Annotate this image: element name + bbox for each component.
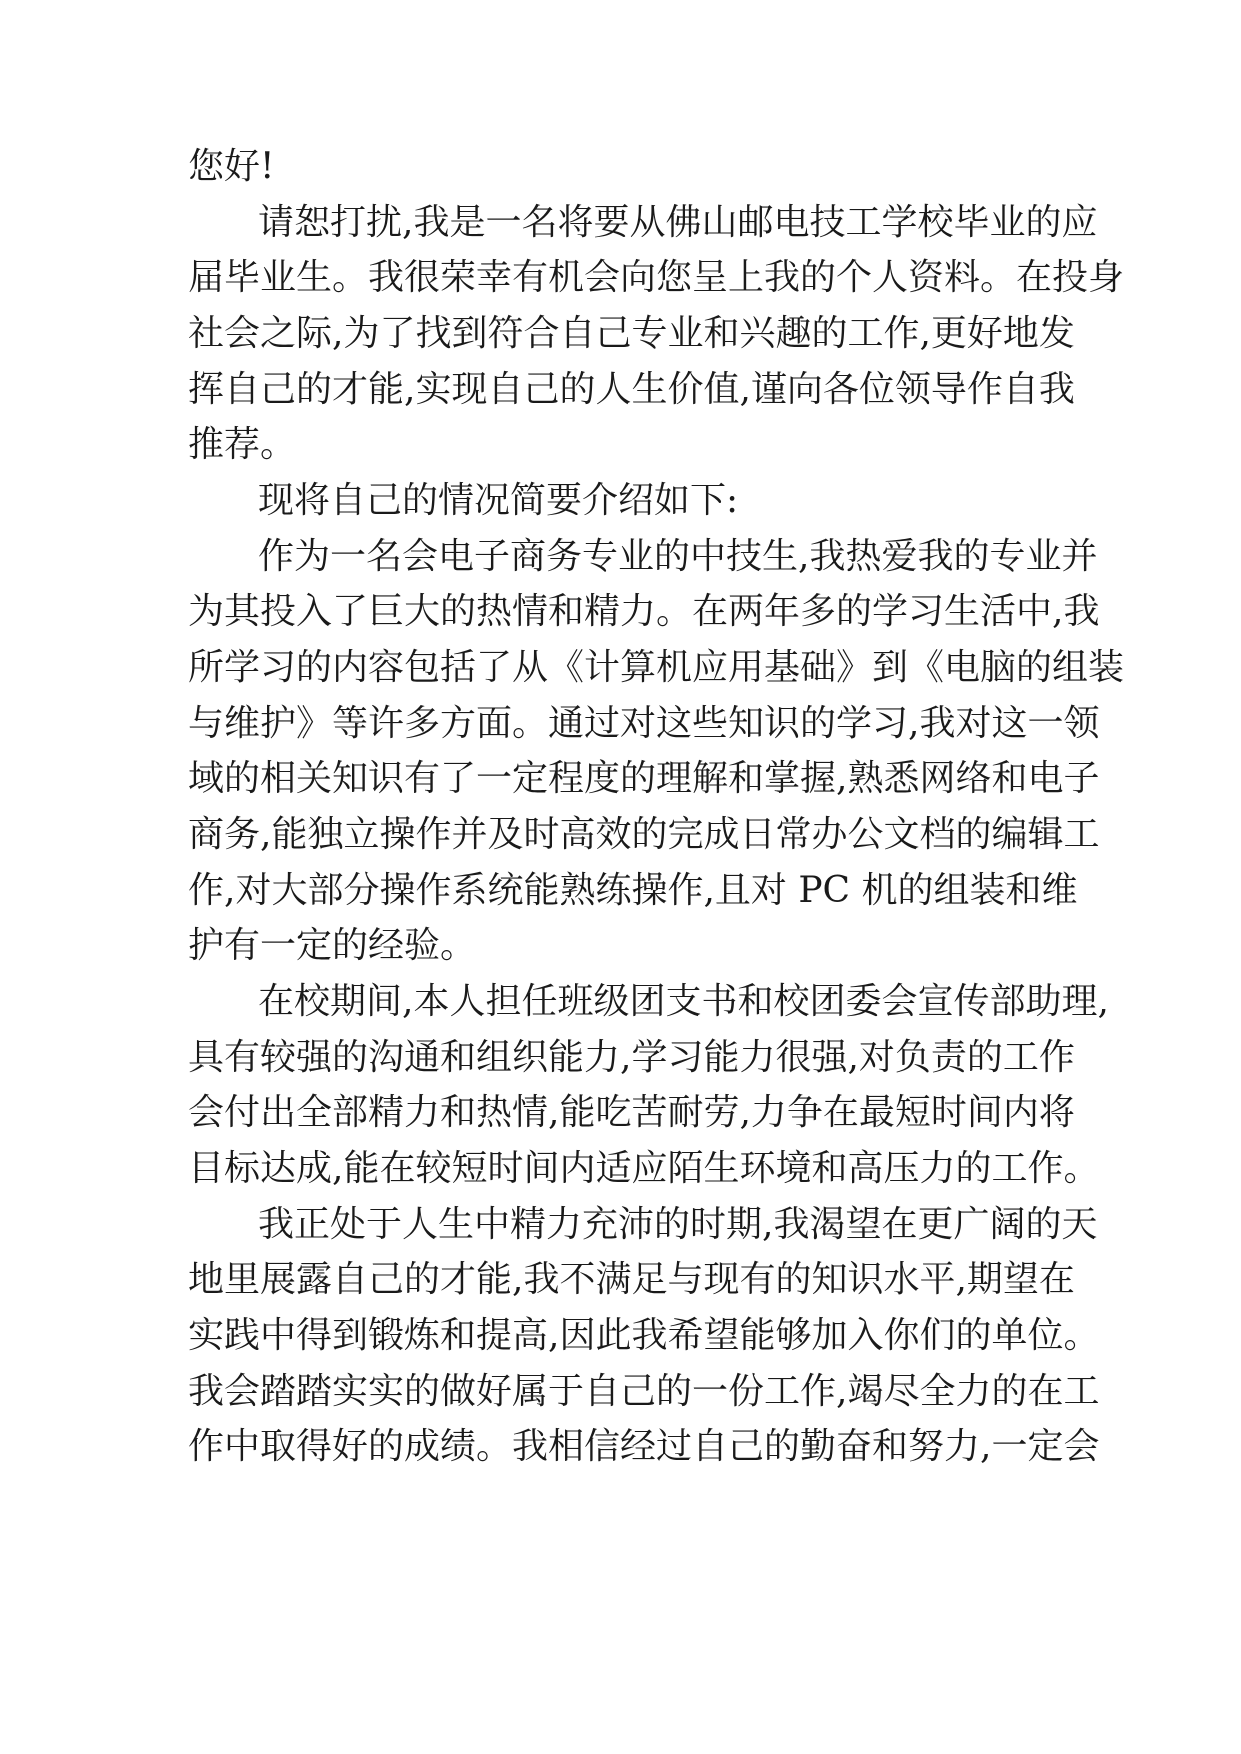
paragraph-line: 推荐。	[188, 424, 297, 465]
paragraph-line: 请恕打扰,我是一名将要从佛山邮电技工学校毕业的应	[258, 202, 1098, 243]
paragraph-line: 会付出全部精力和热情,能吃苦耐劳,力争在最短时间内将	[188, 1092, 1075, 1133]
paragraph-line: 为其投入了巨大的热情和精力。在两年多的学习生活中,我	[188, 591, 1100, 632]
paragraph-line: 社会之际,为了找到符合自己专业和兴趣的工作,更好地发	[188, 313, 1075, 354]
paragraph-line: 我正处于人生中精力充沛的时期,我渴望在更广阔的天	[258, 1204, 1098, 1245]
paragraph-line: 作,对大部分操作系统能熟练操作,且对 PC 机的组装和维	[188, 870, 1078, 911]
paragraph-line: 在校期间,本人担任班级团支书和校团委会宣传部助理,	[258, 981, 1109, 1022]
paragraph-line: 域的相关知识有了一定程度的理解和掌握,熟悉网络和电子	[188, 758, 1100, 799]
paragraph-line: 目标达成,能在较短时间内适应陌生环境和高压力的工作。	[188, 1148, 1100, 1189]
paragraph-line: 具有较强的沟通和组织能力,学习能力很强,对负责的工作	[188, 1037, 1075, 1078]
paragraph-line: 商务,能独立操作并及时高效的完成日常办公文档的编辑工	[188, 814, 1100, 855]
paragraph-line: 实践中得到锻炼和提高,因此我希望能够加入你们的单位。	[188, 1315, 1100, 1356]
paragraph-line: 作中取得好的成绩。我相信经过自己的勤奋和努力,一定会	[188, 1426, 1100, 1467]
paragraph-line: 护有一定的经验。	[188, 925, 477, 966]
paragraph-line: 所学习的内容包括了从《计算机应用基础》到《电脑的组装	[188, 647, 1125, 688]
paragraph-line: 届毕业生。我很荣幸有机会向您呈上我的个人资料。在投身	[188, 257, 1125, 298]
greeting-line: 您好!	[188, 146, 275, 187]
paragraph-line: 与维护》等许多方面。通过对这些知识的学习,我对这一领	[188, 703, 1100, 744]
paragraph-line: 现将自己的情况简要介绍如下:	[258, 480, 739, 521]
paragraph-line: 作为一名会电子商务专业的中技生,我热爱我的专业并	[258, 536, 1098, 577]
paragraph-line: 地里展露自己的才能,我不满足与现有的知识水平,期望在	[188, 1259, 1075, 1300]
paragraph-line: 挥自己的才能,实现自己的人生价值,谨向各位领导作自我	[188, 369, 1075, 410]
paragraph-line: 我会踏踏实实的做好属于自己的一份工作,竭尽全力的在工	[188, 1371, 1100, 1412]
